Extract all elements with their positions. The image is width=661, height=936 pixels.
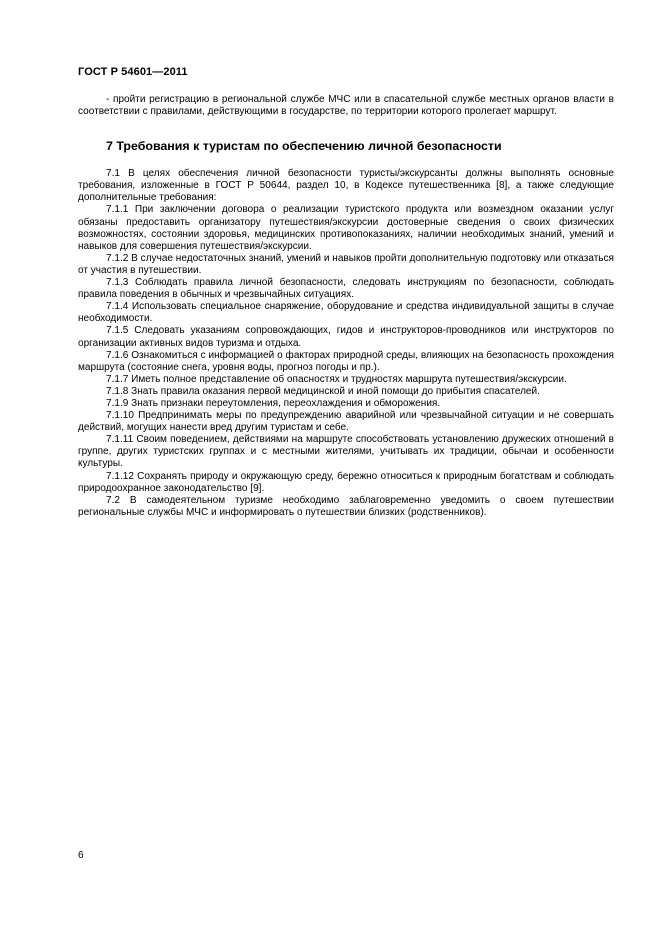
document-body: [78, 94, 614, 519]
paragraph-7-1-12: 7.1.12 Сохранять природу и окружающую среду, бережно относиться к природным богатствам и соблюдать природоохранное законодательство [9].: [78, 470, 614, 494]
section-title: 7 Требования к туристам по обеспечению личной безопасности: [106, 139, 502, 154]
paragraph-7-1-11: 7.1.11 Своим поведением, действиями на маршруте способствовать установлению дружеских отношений в группе, других туристских группах и с местными жителями, учитывать их традиции, обычаи и особенности культуры.: [78, 434, 614, 470]
paragraph-7-1: 7.1 В целях обеспечения личной безопасности туристы/экскурсанты должны выполнять основные требования, изложенные в ГОСТ Р 50644, раздел 10, в Кодексе путешественника [8], а также следующие дополнительные требования:: [78, 168, 614, 204]
paragraph-7-1-4: 7.1.4 Использовать специальное снаряжение, оборудование и средства индивидуальной защиты в случае необходимости.: [78, 301, 614, 325]
paragraph-7-1-3: 7.1.3 Соблюдать правила личной безопасности, следовать инструкциям по безопасности, соблюдать правила поведения в обычных и чрезвычайных ситуациях.: [78, 277, 614, 301]
paragraph-7-1-8: 7.1.8 Знать правила оказания первой медицинской и иной помощи до прибытия спасателей.: [106, 385, 540, 397]
intro-paragraph: - пройти регистрацию в региональной службе МЧС или в спасательной службе местных органов власти в соответствии с правилами, действующими в государстве, по территории которого пролегает маршрут.: [78, 94, 614, 118]
paragraph-7-1-10: 7.1.10 Предпринимать меры по предупреждению аварийной или чрезвычайной ситуации и не совершать действий, могущих нанести вред другим туристам и себе.: [78, 410, 614, 434]
paragraph-7-1-2: 7.1.2 В случае недостаточных знаний, умений и навыков пройти дополнительную подготовку или отказаться от участия в путешествии.: [78, 252, 614, 276]
page-number: 6: [78, 850, 84, 861]
paragraph-7-1-5: 7.1.5 Следовать указаниям сопровождающих, гидов и инструкторов-проводников или инструкторов по организации активных видов туризма и отдыха.: [78, 325, 614, 349]
paragraph-7-1-6: 7.1.6 Ознакомиться с информацией о факторах природной среды, влияющих на безопасность прохождения маршрута (состояние снега, уровня воды, прогноз погоды и пр.).: [78, 349, 614, 373]
paragraph-7-1-7: 7.1.7 Иметь полное представление об опасностях и трудностях маршрута путешествия/экскурсии.: [106, 373, 567, 385]
document-header: ГОСТ Р 54601—2011: [78, 66, 188, 78]
paragraph-7-2: 7.2 В самодеятельном туризме необходимо заблаговременно уведомить о своем путешествии региональные службы МЧС и информировать о путешествии близких (родственников).: [78, 494, 614, 518]
paragraph-7-1-1: 7.1.1 При заключении договора о реализации туристского продукта или возмездном оказании услуг обязаны предоставить организатору путешествия/экскурсии достоверные сведения о своих физических возможностях, состоянии здоровья, медицинских противопоказаниях, наличии необходимых знаний, умений и навыков для совершения путешествия/экскурсии.: [78, 204, 614, 252]
paragraph-7-1-9: 7.1.9 Знать признаки переутомления, переохлаждения и обморожения.: [106, 397, 441, 409]
